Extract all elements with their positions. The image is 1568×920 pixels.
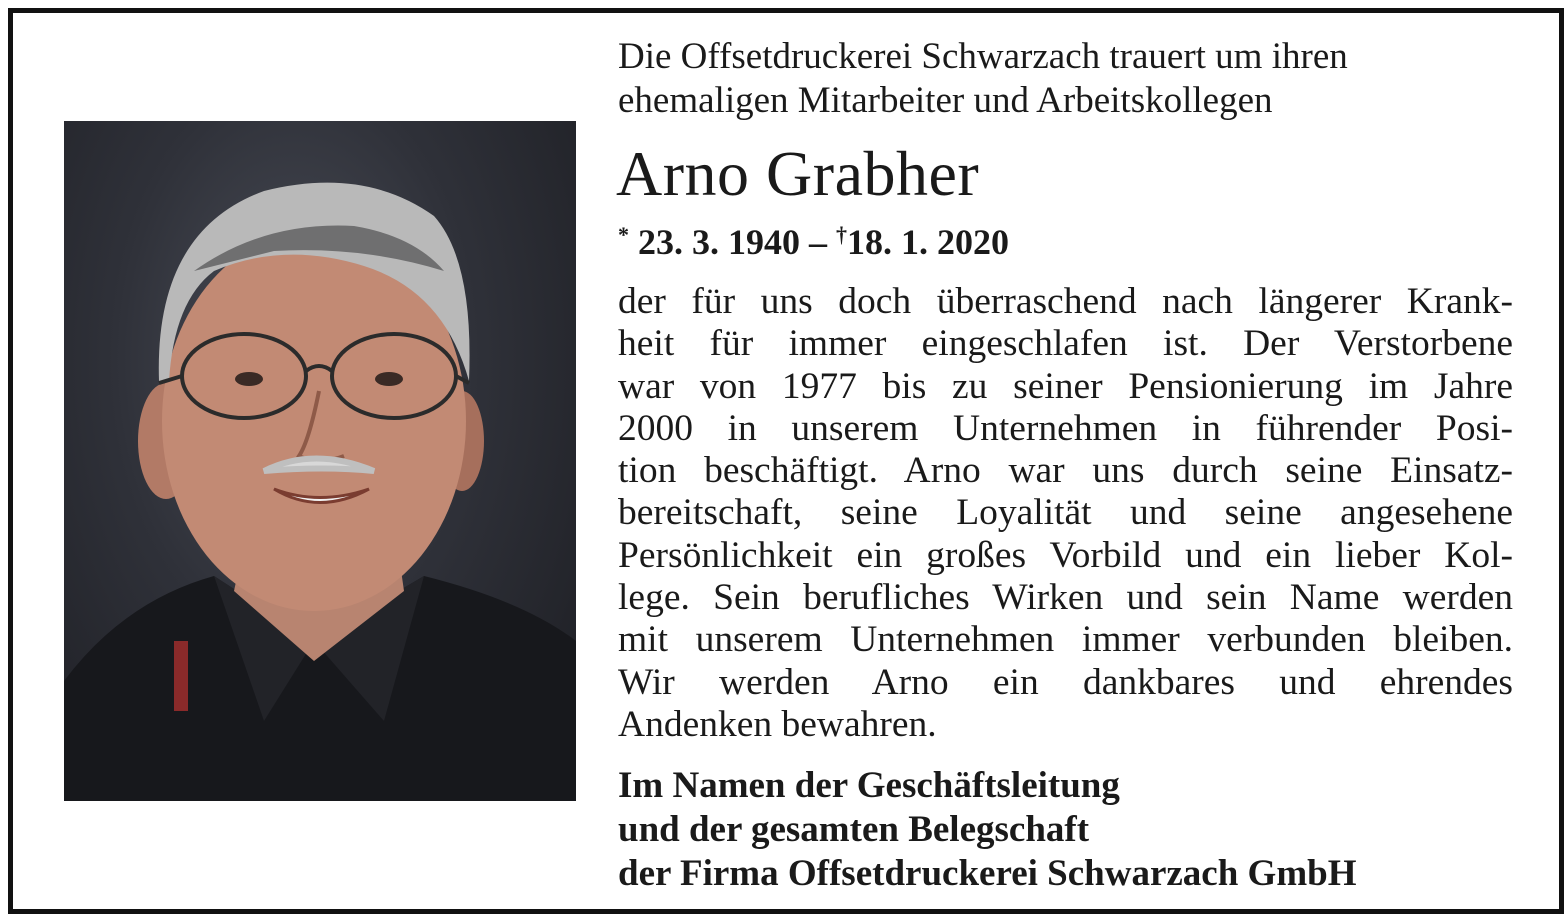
body-line: tion beschäftigt. Arno war uns durch seine Einsatz- bbox=[618, 450, 1513, 492]
date-separator: – bbox=[809, 222, 827, 262]
intro-line: ehemaligen Mitarbeiter und Arbeitskollegen bbox=[618, 80, 1273, 121]
body-line: Persönlichkeit ein großes Vorbild und ein lieber Kol- bbox=[618, 534, 1513, 576]
body-line: bereitschaft, seine Loyalität und seine angesehene bbox=[618, 492, 1513, 534]
birth-date: 23. 3. 1940 bbox=[638, 222, 800, 262]
body-line: heit für immer eingeschlafen ist. Der Verstorbene bbox=[618, 323, 1513, 365]
body-line: war von 1977 bis zu seiner Pensionierung im Jahre bbox=[618, 365, 1513, 407]
signature-block bbox=[618, 764, 1357, 896]
obituary-body bbox=[618, 281, 1513, 746]
body-line: mit unserem Unternehmen immer verbunden bleiben. bbox=[618, 619, 1513, 661]
signature-line: und der gesamten Belegschaft bbox=[618, 809, 1090, 850]
body-line: lege. Sein berufliches Wirken und sein Name werden bbox=[618, 577, 1513, 619]
portrait-illustration bbox=[64, 121, 576, 801]
death-date: 18. 1. 2020 bbox=[847, 222, 1009, 262]
signature-line: der Firma Offsetdruckerei Schwarzach GmbH bbox=[618, 853, 1357, 894]
portrait-photo bbox=[64, 121, 576, 801]
body-line: Wir werden Arno ein dankbares und ehrendes bbox=[618, 661, 1513, 703]
death-symbol: † bbox=[836, 222, 847, 247]
body-line: der für uns doch überraschend nach längerer Krank- bbox=[618, 281, 1513, 322]
intro-line: Die Offsetdruckerei Schwarzach trauert um ihren bbox=[618, 36, 1348, 77]
intro-text bbox=[618, 35, 1513, 123]
signature-line: Im Namen der Geschäftsleitung bbox=[618, 765, 1120, 806]
deceased-name: Arno Grabher bbox=[616, 138, 980, 209]
body-line: 2000 in unserem Unternehmen in führender Posi- bbox=[618, 407, 1513, 449]
birth-symbol: * bbox=[618, 222, 629, 247]
body-line: Andenken bewahren. bbox=[618, 703, 937, 745]
life-dates bbox=[618, 213, 1009, 264]
